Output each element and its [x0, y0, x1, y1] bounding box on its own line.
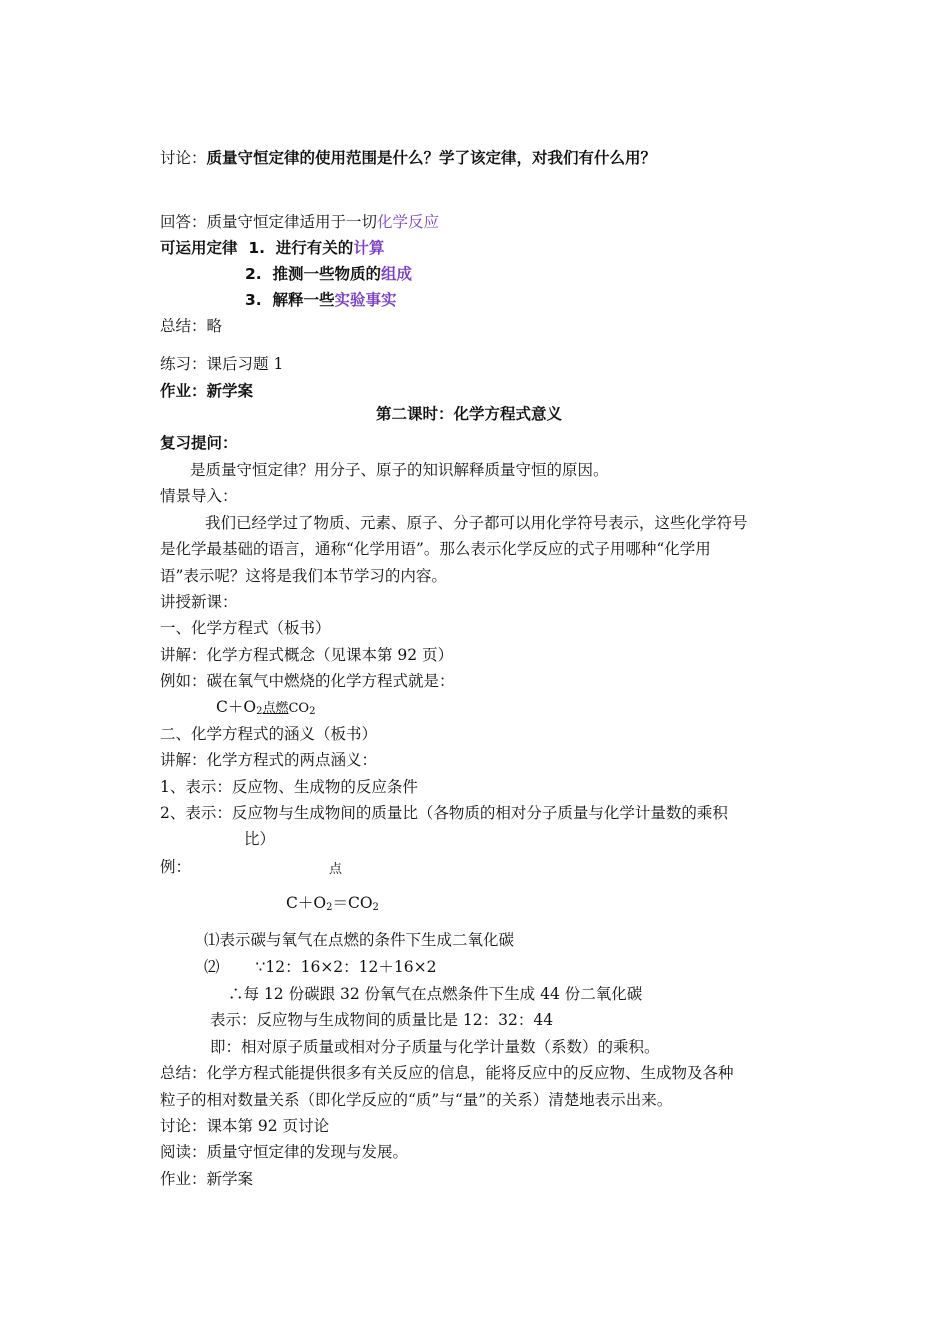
point3: ∴每 12 份碳跟 32 份氧气在点燃条件下生成 44 份二氧化碳: [228, 985, 643, 1003]
point1: ⑴表示碳与氧气在点燃的条件下生成二氧化碳: [204, 931, 515, 949]
eq2-condition: 点: [329, 862, 343, 877]
new-lesson-label: 讲授新课：: [160, 593, 238, 611]
meaning2-line2: 比）: [244, 830, 276, 848]
usage-text: 进行有关的: [275, 239, 354, 257]
meaning2-line1: 2、表示：反应物与生成物间的质量比（各物质的相对分子质量与化学计量数的乘积: [160, 804, 728, 822]
summary1-label: 总结：: [160, 317, 207, 335]
intro-label: 情景导入：: [160, 487, 238, 505]
usage-num: 1.: [248, 239, 265, 257]
eq1-sub2: 2: [309, 706, 316, 717]
point5: 即：相对原子质量或相对分子质量与化学计量数（系数）的乘积。: [210, 1038, 660, 1056]
discussion-label: 讨论：: [160, 149, 207, 167]
answer-label: 回答：: [160, 213, 207, 231]
discussion2: 讨论：课本第 92 页讨论: [160, 1117, 330, 1135]
example-label: 例：: [160, 858, 192, 876]
usage-item-3: [245, 290, 397, 310]
usage-lead: 可运用定律: [160, 239, 238, 257]
part2-title: 二、化学方程式的涵义（板书）: [160, 725, 378, 743]
practice-label: 练习：: [160, 355, 207, 373]
eq1-left: C＋O: [216, 698, 257, 716]
eq1-condition: 点燃: [262, 701, 289, 716]
eq2-sub2: 2: [372, 902, 379, 913]
summary1-line: [160, 316, 222, 336]
homework1-text: 新学案: [206, 382, 254, 400]
usage-text: 推测一些物质的: [272, 265, 381, 283]
usage-num: 3.: [245, 291, 262, 309]
point2-num: ⑵: [204, 958, 220, 976]
usage-highlight: 计算: [353, 239, 385, 257]
usage-item-2: [245, 264, 412, 284]
eq1-sub1: 2: [256, 706, 263, 717]
meaning1: 1、表示：反应物、生成物的反应条件: [160, 778, 418, 796]
reading: 阅读：质量守恒定律的发现与发展。: [160, 1143, 409, 1161]
homework1-label: 作业：: [160, 382, 207, 400]
usage-text: 解释一些: [272, 291, 335, 309]
intro-line-2: 是化学最基础的语言，通称“化学用语”。那么表示化学反应的式子用哪种“化学用: [160, 540, 711, 558]
homework2: 作业：新学案: [160, 1170, 254, 1188]
example1: 例如：碳在氧气中燃烧的化学方程式就是：: [160, 672, 455, 690]
summary1-text: 略: [206, 317, 223, 335]
discussion-question: 质量守恒定律的使用范围是什么？学了该定律，对我们有什么用？: [206, 149, 657, 167]
practice-text: 课后习题 1: [206, 355, 284, 373]
eq2-sub1: 2: [326, 902, 333, 913]
section-title: 第二课时：化学方程式意义: [376, 405, 563, 423]
usage-num: 2.: [245, 265, 262, 283]
homework1-line: [160, 381, 253, 401]
usage-item-1: [160, 238, 384, 258]
explain2: 讲解：化学方程式的两点涵义：: [160, 751, 378, 769]
discussion-line: [160, 148, 656, 168]
summary2-line1: 总结：化学方程式能提供很多有关反应的信息，能将反应中的反应物、生成物及各种: [160, 1064, 734, 1082]
practice-line: [160, 354, 283, 374]
answer-text: 质量守恒定律适用于一切: [206, 213, 378, 231]
intro-line-3: 语”表示呢？这将是我们本节学习的内容。: [160, 567, 447, 585]
eq2-right: ＝CO: [332, 894, 373, 912]
point2-line: [204, 957, 436, 977]
eq1-right: CO: [288, 701, 310, 716]
equation-1: [216, 697, 315, 722]
explain1: 讲解：化学方程式概念（见课本第 92 页）: [160, 646, 454, 664]
eq2-left: C＋O: [286, 894, 327, 912]
point4: 表示：反应物与生成物间的质量比是 12：32：44: [210, 1011, 554, 1029]
usage-highlight: 实验事实: [334, 291, 397, 309]
answer-line: [160, 212, 439, 232]
point2-text: ∵12：16×2：12＋16×2: [255, 958, 437, 976]
usage-highlight: 组成: [381, 265, 413, 283]
part1-title: 一、化学方程式（板书）: [160, 619, 331, 637]
review-label: 复习提问：: [160, 434, 238, 452]
intro-line-1: 我们已经学过了物质、元素、原子、分子都可以用化学符号表示，这些化学符号: [205, 514, 748, 532]
equation-2: [286, 893, 379, 918]
summary2-line2: 粒子的相对数量关系（即化学反应的“质”与“量”的关系）清楚地表示出来。: [160, 1091, 673, 1109]
review-text: 是质量守恒定律？用分子、原子的知识解释质量守恒的原因。: [190, 461, 609, 479]
answer-highlight: 化学反应: [377, 213, 440, 231]
